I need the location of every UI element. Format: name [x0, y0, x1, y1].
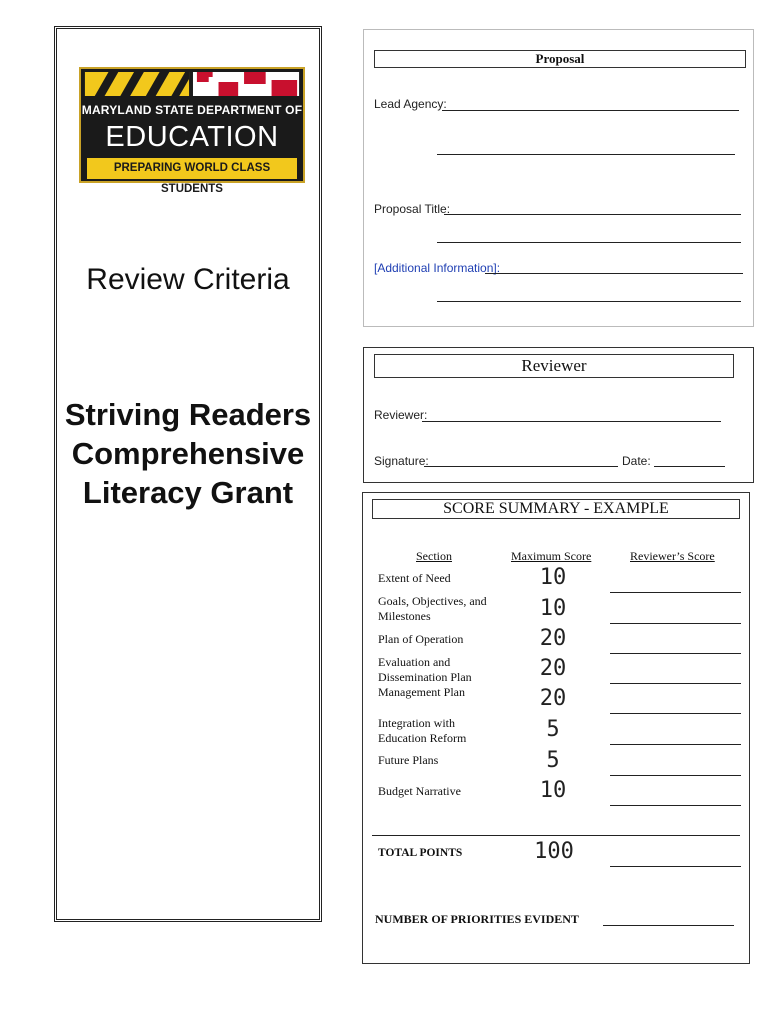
- reviewer-header: Reviewer: [374, 354, 734, 378]
- proposal-title-field-line-2[interactable]: [437, 242, 741, 243]
- section-name: Goals, Objectives, and Milestones: [378, 594, 487, 623]
- max-score: 5: [546, 748, 560, 773]
- maryland-flag-icon: [81, 69, 303, 99]
- section-name: Future Plans: [378, 753, 439, 767]
- cover-panel: [54, 26, 322, 922]
- max-score: 20: [539, 656, 567, 681]
- reviewer-score-field[interactable]: [610, 653, 741, 654]
- reviewer-score-field[interactable]: [610, 775, 741, 776]
- lead-agency-field[interactable]: [442, 110, 739, 111]
- additional-info-field[interactable]: [485, 273, 743, 274]
- logo-line-1: MARYLAND STATE DEPARTMENT OF: [81, 103, 303, 117]
- proposal-title-field[interactable]: [444, 214, 741, 215]
- additional-info-field-line-2[interactable]: [437, 301, 741, 302]
- score-summary-section: [362, 492, 750, 964]
- lead-agency-field-line-2[interactable]: [437, 154, 735, 155]
- msde-logo: [79, 67, 305, 195]
- lead-agency-label: Lead Agency:: [374, 97, 447, 111]
- reviewer-name-field[interactable]: [422, 421, 721, 422]
- section-name: Budget Narrative: [378, 784, 461, 798]
- max-score: 20: [539, 686, 567, 711]
- reviewer-total-field[interactable]: [610, 866, 741, 867]
- date-field[interactable]: [654, 466, 725, 467]
- section-name: Evaluation and Dissemination Plan: [378, 655, 472, 684]
- reviewer-score-field[interactable]: [610, 683, 741, 684]
- reviewer-score-field[interactable]: [610, 744, 741, 745]
- signature-field[interactable]: [424, 466, 618, 467]
- logo-tagline: PREPARING WORLD CLASS STUDENTS: [87, 158, 297, 179]
- column-header-reviewer-score: Reviewer’s Score: [630, 549, 715, 563]
- program-title: [57, 395, 319, 512]
- total-points-label: TOTAL POINTS: [378, 847, 463, 859]
- proposal-title-label: Proposal Title:: [374, 202, 451, 216]
- max-score: 20: [539, 626, 567, 651]
- max-score: 5: [546, 717, 560, 742]
- signature-label: Signature:: [374, 454, 429, 468]
- priorities-field[interactable]: [603, 925, 734, 926]
- program-title-line: Striving Readers: [64, 397, 312, 432]
- section-name: Management Plan: [378, 685, 465, 699]
- total-divider: [372, 835, 740, 836]
- reviewer-score-field[interactable]: [610, 805, 741, 806]
- section-name: Integration with Education Reform: [378, 716, 467, 745]
- logo-line-2: EDUCATION: [105, 121, 279, 153]
- date-label: Date:: [622, 454, 651, 468]
- program-title-line: Literacy Grant: [82, 475, 294, 510]
- section-name: Plan of Operation: [378, 632, 464, 646]
- reviewer-score-field[interactable]: [610, 592, 741, 593]
- program-title-line: Comprehensive: [71, 436, 305, 471]
- additional-info-label: [Additional Information]:: [374, 261, 501, 275]
- total-points-value: 100: [534, 839, 574, 864]
- reviewer-score-field[interactable]: [610, 713, 741, 714]
- score-summary-header: SCORE SUMMARY - EXAMPLE: [372, 499, 740, 519]
- reviewer-label: Reviewer:: [374, 408, 428, 422]
- max-score: 10: [539, 778, 567, 803]
- column-header-section: Section: [416, 549, 452, 563]
- section-name: Extent of Need: [378, 571, 451, 585]
- max-score: 10: [539, 596, 567, 621]
- priorities-label: NUMBER OF PRIORITIES EVIDENT: [375, 912, 579, 926]
- review-criteria-heading: Review Criteria: [86, 263, 290, 296]
- proposal-header: Proposal: [374, 50, 746, 68]
- reviewer-section: [363, 347, 754, 483]
- max-score: 10: [539, 565, 567, 590]
- reviewer-score-field[interactable]: [610, 623, 741, 624]
- column-header-max-score: Maximum Score: [511, 549, 592, 563]
- proposal-section: [363, 29, 754, 327]
